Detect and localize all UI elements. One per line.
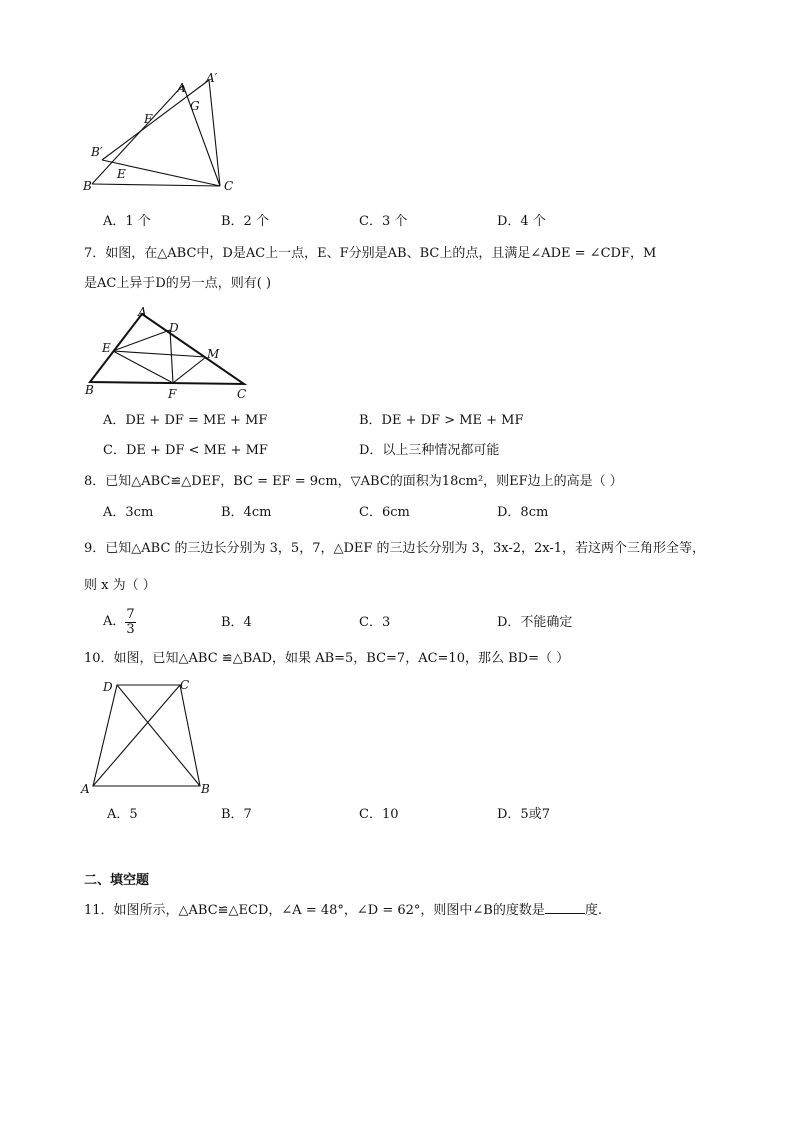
q8-option-d[interactable]: D．8cm <box>497 505 549 520</box>
q7-stem-line2: 是AC上异于D的另一点，则有( ) <box>84 276 272 291</box>
fraction-denominator: 3 <box>126 621 135 637</box>
q9-stem-line1: 9．已知△ABC 的三边长分别为 3，5，7，△DEF 的三边长分别为 3，3x-2，2x-1，若这两个三角形全等， <box>84 541 706 556</box>
q9-option-a[interactable] <box>103 606 136 638</box>
label-B-prime: B′ <box>91 145 103 159</box>
label-C: C <box>180 678 190 692</box>
q9-option-c[interactable]: C．3 <box>359 615 391 630</box>
label-A-prime: A′ <box>206 71 218 85</box>
q6-option-b[interactable]: B．2 个 <box>221 214 269 229</box>
q9-option-a-prefix: A． <box>103 614 126 629</box>
segment-AB <box>92 85 183 184</box>
label-E: E <box>117 167 126 181</box>
q7-option-c[interactable]: C．DE + DF < ME + MF <box>103 443 268 458</box>
label-A: A <box>138 305 147 319</box>
quadrilateral-DCBA <box>93 685 200 786</box>
q7-option-d[interactable]: D．以上三种情况都可能 <box>359 443 500 458</box>
q9-option-d[interactable]: D．不能确定 <box>497 615 573 630</box>
segment-DB <box>117 685 200 786</box>
figure-q6 <box>78 66 248 198</box>
label-F: F <box>168 387 177 400</box>
label-F: F <box>144 112 153 126</box>
q7-option-b[interactable]: B．DE + DF > ME + MF <box>359 413 524 428</box>
label-A: A <box>177 81 186 95</box>
q10-option-a[interactable]: A．5 <box>107 807 138 822</box>
q10-stem: 10．如图，已知△ABC ≌△BAD，如果 AB=5，BC=7，AC=10，那么 BD=（ ） <box>84 651 570 666</box>
q7-option-a[interactable]: A．DE + DF = ME + MF <box>103 413 268 428</box>
q11-stem <box>84 901 602 920</box>
section-title: 二、填空题 <box>84 873 150 888</box>
answer-blank[interactable] <box>545 901 585 914</box>
q11-stem-prefix: 11．如图所示，△ABC≌△ECD，∠A = 48°，∠D = 62°，则图中∠B的度数是 <box>84 903 545 918</box>
q10-option-b[interactable]: B．7 <box>221 807 252 822</box>
label-A: A <box>81 782 90 796</box>
q6-option-a[interactable]: A．1 个 <box>103 214 151 229</box>
triangle-ABC <box>90 314 244 384</box>
segment-EM <box>113 351 206 357</box>
q9-option-b[interactable]: B．4 <box>221 615 252 630</box>
label-C: C <box>224 179 234 193</box>
label-B: B <box>201 782 210 796</box>
q6-option-c[interactable]: C．3 个 <box>359 214 408 229</box>
q9-option-a-fraction <box>125 608 135 637</box>
q9-stem-line2: 则 x 为（ ） <box>84 578 156 593</box>
segment-EF <box>113 351 173 383</box>
q10-option-c[interactable]: C．10 <box>359 807 399 822</box>
q6-option-d[interactable]: D．4 个 <box>497 214 546 229</box>
fraction-numerator: 7 <box>126 606 135 622</box>
label-G: G <box>190 99 200 113</box>
figure-q7 <box>82 304 254 400</box>
q11-stem-suffix: 度. <box>584 903 602 918</box>
label-E: E <box>102 341 111 355</box>
label-M: M <box>207 347 220 361</box>
segment-BC <box>92 184 220 186</box>
label-C: C <box>237 387 247 400</box>
label-D: D <box>103 680 113 694</box>
segment-MF <box>173 357 206 383</box>
q8-option-c[interactable]: C．6cm <box>359 505 410 520</box>
q7-stem-line1: 7．如图，在△ABC中，D是AC上一点，E、F分别是AB、BC上的点，且满足∠ADE = ∠CDF，M <box>84 246 657 261</box>
segment-A'B' <box>102 80 209 160</box>
label-B: B <box>83 179 92 193</box>
figure-q10 <box>80 676 216 798</box>
label-B: B <box>85 383 94 397</box>
segment-CA <box>93 685 180 786</box>
q10-option-d[interactable]: D．5或7 <box>497 807 550 822</box>
q8-stem: 8．已知△ABC≌△DEF，BC = EF = 9cm，▽ABC的面积为18cm²，则EF边上的高是（ ） <box>84 474 623 489</box>
q8-option-a[interactable]: A．3cm <box>103 505 154 520</box>
q8-option-b[interactable]: B．4cm <box>221 505 272 520</box>
segment-DF <box>170 330 173 383</box>
label-D: D <box>169 321 179 335</box>
